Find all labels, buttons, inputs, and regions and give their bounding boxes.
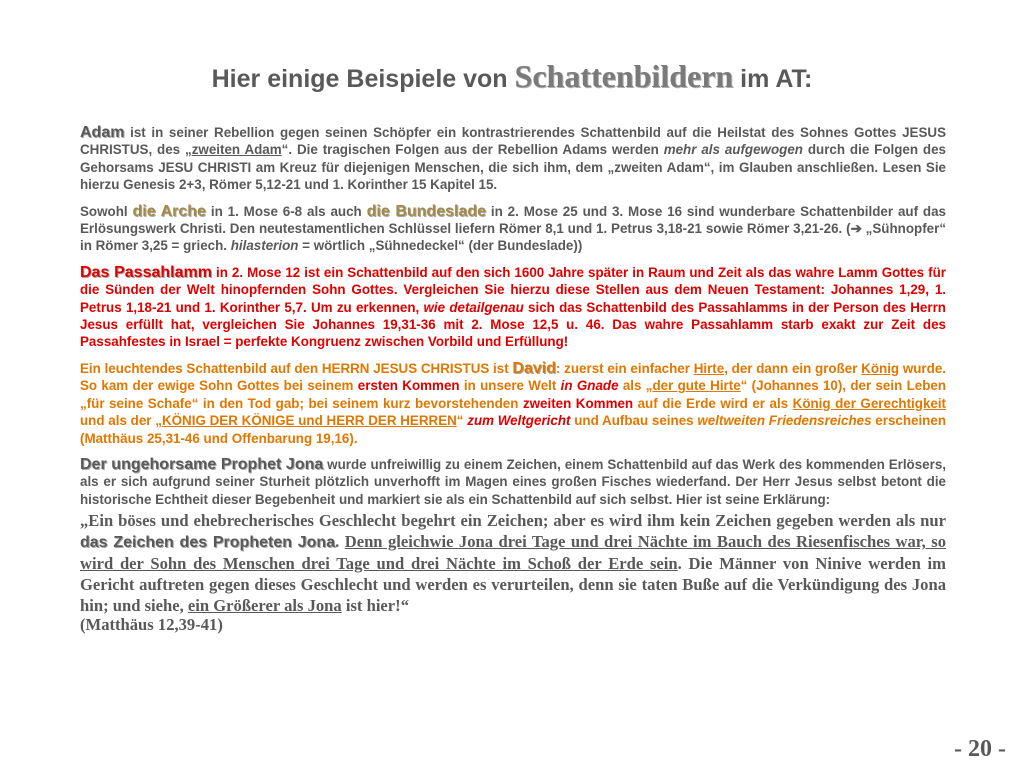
italic-text: in Gnade bbox=[560, 378, 619, 394]
keyword-passahlamm: Das Passahlamm bbox=[80, 263, 212, 281]
underlined-text: ein Größerer als Jona bbox=[187, 596, 342, 616]
text: sich das Schattenbild des Passahlamms in der Person des Herrn Jesus erfüllt hat, vergleichen Sie Johannes 19,31-36 mit 2. Mose 12,5 u. 46. Das wahre Passahlamm starb exakt zur Zeit des Passahfestes in Israel = perfekte Kongruenz zwischen Vorbild und Erfüllung! bbox=[80, 299, 946, 350]
underlined-text: KÖNIG DER KÖNIGE und HERR DER HERREN bbox=[161, 413, 457, 429]
text: . Die Männer von Ninive werden im Gericht auftreten gegen dieses Geschlecht und werden es verurteilen, denn sie taten Buße auf die Verkündigung des Jona hin; und siehe, bbox=[80, 554, 946, 616]
text: in unsere Welt bbox=[459, 378, 561, 394]
slide-content bbox=[80, 124, 946, 634]
text: “. Die tragischen Folgen aus der Rebellion Adams werden bbox=[281, 142, 664, 158]
keyword-bundeslade: die Bundeslade bbox=[366, 202, 487, 220]
text: wurde. So kam der ewige Sohn Gottes bei seinem bbox=[80, 360, 946, 394]
paragraph-arche bbox=[80, 203, 946, 255]
text: ist hier!“ bbox=[341, 596, 409, 616]
text: : zuerst ein einfacher bbox=[555, 360, 694, 376]
title-text-end: im AT: bbox=[733, 65, 813, 93]
paragraph-david bbox=[80, 360, 946, 447]
paragraph-passahlamm bbox=[80, 264, 946, 351]
page-number: - 20 - bbox=[954, 736, 1006, 762]
text: in 2. Mose 25 und 3. Mose 16 sind wunderbare Schattenbilder auf das Erlösungswerk Christi. Den neutestamentlichen Schlüssel liefern Römer 8,1 und 1. Petrus 3,18-21 sowie Römer 3,21-26. ( bbox=[80, 203, 946, 237]
underlined-text: zweiten Adam bbox=[191, 142, 282, 158]
text: , der dann ein großer bbox=[724, 360, 862, 376]
title-keyword: Schattenbildern bbox=[514, 58, 734, 94]
italic-text: hilasterion bbox=[230, 238, 299, 254]
italic-text: weltweiten Friedensreiches bbox=[697, 413, 872, 429]
quote-reference: (Matthäus 12,39-41) bbox=[80, 615, 223, 635]
text: durch die Folgen des Gehorsams JESU CHRISTI am Kreuz für diejenigen Menschen, die sich ihm, dem „zweiten Adam“, im Glauben anschließen. Lesen Sie hierzu Genesis 2+3, Römer 5,12-21 und 1. Korinther 15 Kapitel 15. bbox=[80, 142, 946, 193]
bible-quote bbox=[80, 510, 946, 616]
underlined-text: Denn gleichwie Jona drei Tage und drei Nächte im Bauch des Riesenfisches war, so wird der Sohn des Menschen drei Tage und drei Nächte im Schoß der Erde sein bbox=[80, 532, 947, 574]
keyword-jona: Der ungehorsame Prophet Jona bbox=[80, 455, 324, 473]
underlined-text: der gute Hirte bbox=[652, 378, 741, 394]
text: „Sühnopfer“ in Römer 3,25 = griech. bbox=[80, 221, 947, 254]
text: als „ bbox=[618, 378, 653, 394]
text: Sowohl bbox=[80, 203, 133, 219]
text: wurde unfreiwillig zu einem Zeichen, einem Schattenbild auf das Werk des kommenden Erlösers, als er sich aufgrund seiner Sturheit plötzlich unverhofft im Magen eines großen Fisches wiederfand. Der Herr Jesus selbst betont die historische Echtheit dieser Begebenheit und markiert sie als ein Schattenbild auf sich selbst. Hier ist seine Erklärung: bbox=[80, 456, 947, 507]
text: erscheinen (Matthäus 25,31-46 und Offenbarung 19,16). bbox=[80, 413, 946, 446]
text: und als der „ bbox=[80, 413, 162, 429]
italic-text: zum Weltgericht bbox=[467, 413, 571, 429]
text: ist in seiner Rebellion gegen seinen Schöpfer ein kontrastrierendes Schattenbild auf die Heilstat des Sohnes Gottes JESUS CHRISTUS, des „ bbox=[80, 125, 946, 158]
text: . bbox=[335, 532, 345, 552]
keyword-zeichen: das Zeichen des Propheten Jona bbox=[80, 534, 336, 552]
title-text: Hier einige Beispiele von bbox=[211, 65, 515, 93]
paragraph-adam bbox=[80, 124, 946, 194]
underlined-text: Hirte bbox=[693, 360, 725, 376]
arrow-icon: ➔ bbox=[850, 221, 862, 237]
slide-title bbox=[0, 58, 1024, 95]
red-text: zweiten Kommen bbox=[522, 395, 634, 411]
keyword-adam: Adam bbox=[80, 124, 125, 141]
text: = wörtlich „Sühnedeckel“ (der Bundeslade)) bbox=[298, 238, 583, 254]
text: “ (Johannes 10), der sein Leben „für seine Schafe“ in den Tod gab; bei seinem kurz bevorstehenden bbox=[80, 378, 946, 411]
keyword-arche: die Arche bbox=[132, 202, 206, 220]
italic-text: wie detailgenau bbox=[423, 299, 524, 315]
underlined-text: König der Gerechtigkeit bbox=[792, 395, 947, 411]
text: in 1. Mose 6-8 als auch bbox=[205, 203, 367, 219]
text: „Ein böses und ehebrecherisches Geschlecht begehrt ein Zeichen; aber es wird ihm kein Zeichen gegeben werden als nur bbox=[80, 511, 946, 531]
text: Ein leuchtendes Schattenbild auf den HERRN JESUS CHRISTUS ist bbox=[80, 360, 513, 376]
paragraph-jona bbox=[80, 456, 946, 508]
text: “ bbox=[456, 413, 468, 429]
text: in 2. Mose 12 ist ein Schattenbild auf den sich 1600 Jahre später in Raum und Zeit als das wahre Lamm Gottes für die Sünden der Welt hinopfernden Sohn Gottes. Vergleichen Sie hierzu diese Stellen aus dem Neuen Testament: Johannes 1,29, 1. Petrus 1,18-21 und 1. Korinther 5,7. Um zu erkennen, bbox=[80, 264, 946, 315]
text: auf die Erde wird er als bbox=[633, 395, 793, 411]
text: und Aufbau seines bbox=[570, 413, 698, 429]
underlined-text: König bbox=[861, 360, 900, 376]
keyword-david: David bbox=[512, 359, 556, 377]
red-text: ersten Kommen bbox=[357, 378, 460, 394]
italic-text: mehr als aufgewogen bbox=[663, 142, 803, 158]
